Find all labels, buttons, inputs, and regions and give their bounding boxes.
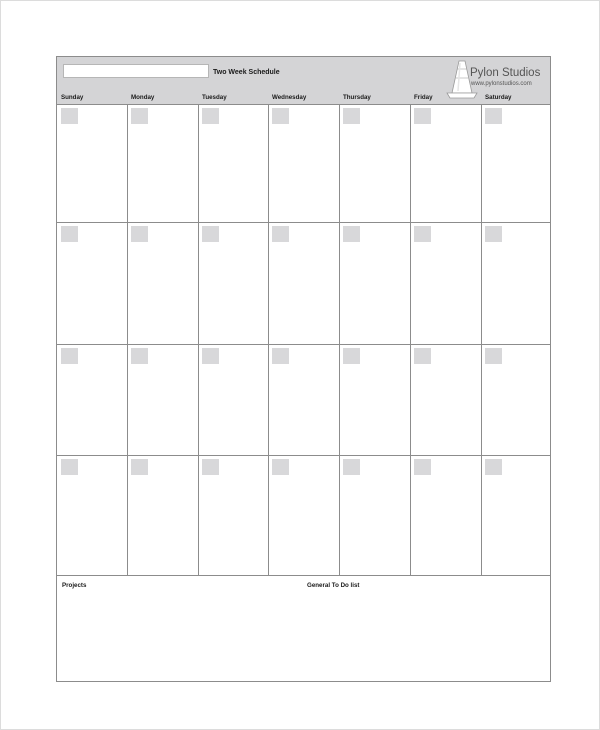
day-cell[interactable] (268, 455, 339, 575)
date-number-box[interactable] (414, 348, 431, 364)
day-cell[interactable] (57, 455, 127, 575)
day-cell[interactable] (268, 344, 339, 455)
day-cell[interactable] (127, 222, 198, 344)
date-number-box[interactable] (343, 108, 360, 124)
day-cell[interactable] (198, 344, 268, 455)
date-number-box[interactable] (202, 459, 219, 475)
date-number-box[interactable] (485, 108, 502, 124)
day-cell[interactable] (57, 344, 127, 455)
day-cell[interactable] (410, 222, 481, 344)
day-cell[interactable] (410, 455, 481, 575)
todo-list-label: General To Do list (307, 582, 360, 589)
date-number-box[interactable] (202, 226, 219, 242)
day-cell[interactable] (268, 222, 339, 344)
date-number-box[interactable] (61, 226, 78, 242)
date-number-box[interactable] (343, 226, 360, 242)
day-cell[interactable] (339, 455, 410, 575)
notes-section (57, 575, 550, 682)
day-cell[interactable] (57, 104, 127, 222)
calendar-sheet (56, 56, 551, 682)
date-number-box[interactable] (131, 108, 148, 124)
day-label-wednesday: Wednesday (272, 94, 307, 101)
date-number-box[interactable] (485, 226, 502, 242)
day-cell[interactable] (339, 104, 410, 222)
date-number-box[interactable] (272, 459, 289, 475)
name-field[interactable] (63, 64, 209, 78)
day-label-tuesday: Tuesday (202, 94, 227, 101)
date-number-box[interactable] (414, 226, 431, 242)
day-cell[interactable] (481, 222, 552, 344)
date-number-box[interactable] (485, 459, 502, 475)
date-number-box[interactable] (61, 108, 78, 124)
day-label-saturday: Saturday (485, 94, 512, 101)
day-cell[interactable] (481, 455, 552, 575)
date-number-box[interactable] (61, 348, 78, 364)
day-cell[interactable] (127, 104, 198, 222)
day-cell[interactable] (481, 104, 552, 222)
schedule-title: Two Week Schedule (213, 69, 280, 76)
logo-name: Pylon Studios (470, 67, 541, 79)
day-cell[interactable] (127, 455, 198, 575)
date-number-box[interactable] (272, 226, 289, 242)
date-number-box[interactable] (272, 348, 289, 364)
header-band (57, 57, 550, 104)
day-cell[interactable] (268, 104, 339, 222)
day-cell[interactable] (198, 104, 268, 222)
date-number-box[interactable] (202, 108, 219, 124)
day-cell[interactable] (339, 222, 410, 344)
day-cell[interactable] (198, 455, 268, 575)
date-number-box[interactable] (485, 348, 502, 364)
day-cell[interactable] (57, 222, 127, 344)
day-cell[interactable] (339, 344, 410, 455)
date-number-box[interactable] (414, 459, 431, 475)
day-label-thursday: Thursday (343, 94, 371, 101)
date-number-box[interactable] (202, 348, 219, 364)
date-number-box[interactable] (131, 226, 148, 242)
day-cell[interactable] (410, 344, 481, 455)
date-number-box[interactable] (131, 348, 148, 364)
date-number-box[interactable] (414, 108, 431, 124)
day-cell[interactable] (198, 222, 268, 344)
date-number-box[interactable] (343, 459, 360, 475)
date-number-box[interactable] (272, 108, 289, 124)
projects-label: Projects (62, 582, 87, 589)
day-label-sunday: Sunday (61, 94, 84, 101)
logo-url: www.pylonstudios.com (471, 81, 532, 87)
date-number-box[interactable] (343, 348, 360, 364)
day-cell[interactable] (410, 104, 481, 222)
day-label-monday: Monday (131, 94, 155, 101)
day-cell[interactable] (481, 344, 552, 455)
calendar-grid (57, 104, 550, 575)
day-label-friday: Friday (414, 94, 433, 101)
date-number-box[interactable] (131, 459, 148, 475)
date-number-box[interactable] (61, 459, 78, 475)
day-cell[interactable] (127, 344, 198, 455)
